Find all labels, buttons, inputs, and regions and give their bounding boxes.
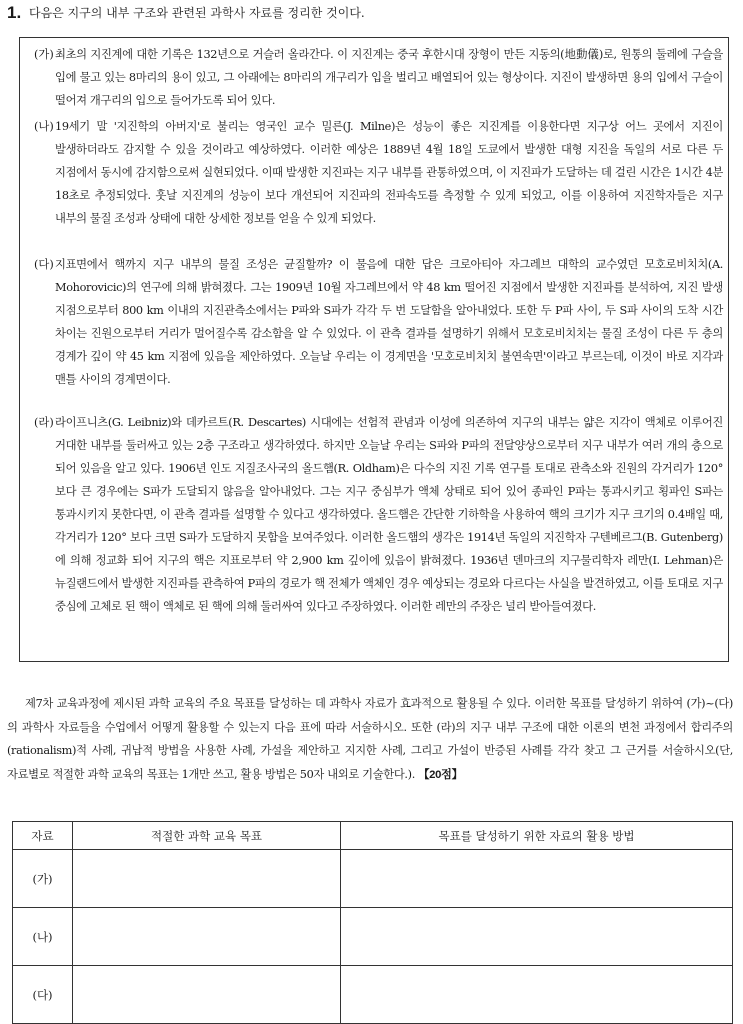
material-text: 라이프니츠(G. Leibniz)와 데카르트(R. Descartes) 시대에는 선험적 관념과 이성에 의존하여 지구의 내부는 얇은 지각이 액체로 이루어진 거대한 내부를 둘러싸고 있는 2층 구조라고 생각하였다. 하지만 오늘날 우리는 S파와 P파의 전달양상으로부터 지구 내부가 여러 개의 층으로 되어 있음을 알고 있다. 1906년 인도 지질조사국의 올드햄(R. Oldham)은 다수의 지진 기록 연구를 토대로 관측소와 진원의 각거리가 120°보다 큰 경우에는 S파가 도달되지 않음을 알아내었다. 그는 지구 중심부가 액체 상태로 되어 있어 종파인 P파는 통과시키고 횡파인 S파는 통과시키지 못한다면, 이 관측 결과를 설명할 수 있다고 생각하였다. 올드햄은 간단한 기하학을 사용하여 핵의 크기가 지구 크기의 0.4배일 때, 각거리가 120° 보다 크면 S파가 도달하지 못함을 보여주었다. 이러한 올드햄의 생각은 1914년 독일의 지진학자 구텐베르그(B. Gutenberg)에 의해 정교화 되어 지구의 핵은 지표로부터 약 2,900 km 깊이에 있음이 밝혀졌다. 1936년 덴마크의 지구물리학자 레만(I. Lehman)은 뉴질랜드에서 발생한 지진파를 관측하여 P파의 경로가 핵 전체가 액체인 경우 예상되는 경로와 다르다는 사실을 발견하였고, 이를 토대로 지구 중심에 고체로 된 핵이 액체로 된 핵에 의해 둘러싸여 있다고 주장하였다. 이러한 레만의 주장은 널리 받아들여졌다. — [55, 416, 723, 613]
question-header — [7, 2, 737, 26]
instruction-paragraph — [7, 692, 733, 787]
question-number: 1. — [7, 3, 22, 22]
instruction-text: 제7차 교육과정에 제시된 과학 교육의 주요 목표를 달성하는 데 과학사 자료가 효과적으로 활용될 수 있다. 이러한 목표를 달성하기 위하여 (가)~(다)의 과학사 자료들을 수업에서 어떻게 활용할 수 있는지 다음 표에 따라 서술하시오. 또한 (라)의 지구 내부 구조에 대한 이론의 변천 과정에서 합리주의(rationalism)적 사례, 귀납적 방법을 사용한 사례, 가설을 제안하고 지지한 사례, 그리고 가설이 반증된 사례를 각각 찾고 그 근거를 서술하시오(단, 자료별로 적절한 과학 교육의 목표는 1개만 쓰고, 활용 방법은 50자 내외로 기술한다.). — [7, 697, 733, 781]
material-text: 최초의 지진계에 대한 기록은 132년으로 거슬러 올라간다. 이 지진계는 중국 후한시대 장형이 만든 지동의(地動儀)로, 원통의 둘레에 구슬을 입에 물고 있는 8마리의 용이 있고, 그 아래에는 8마리의 개구리가 입을 벌리고 배열되어 있는 형상이다. 지진이 발생하면 용의 입에서 구슬이 떨어져 개구리의 입으로 들어가도록 되어 있다. — [55, 48, 723, 107]
row-label: (나) — [13, 908, 73, 966]
answer-table — [12, 821, 733, 1024]
method-answer-cell[interactable] — [341, 908, 733, 966]
materials-box — [19, 37, 729, 662]
table-row — [13, 966, 733, 1024]
material-text: 지표면에서 핵까지 지구 내부의 물질 조성은 균질할까? 이 물음에 대한 답은 크로아티아 자그레브 대학의 교수였던 모호로비치치(A. Mohorovicic)의 연구에 의해 밝혀졌다. 그는 1909년 10월 자그레브에서 약 48 km 떨어진 지점에서 발생한 지진파를 분석하여, 지진 발생 지점으로부터 800 km 이내의 지진관측소에서는 P파와 S파가 각각 두 번 도달함을 알아내었다. 또한 두 P파 사이, 두 S파 사이의 도착 시간 차이는 진원으로부터 거리가 멀어질수록 감소함을 알 수 있었다. 이 관측 결과를 설명하기 위해서 모호로비치치는 물질 조성이 다른 두 층의 경계가 깊이 약 45 km 지점에 있음을 제안하였다. 오늘날 우리는 이 경계면을 '모호로비치치 불연속면'이라고 부르는데, 이것이 바로 지각과 맨틀 사이의 경계면이다. — [55, 258, 723, 386]
header-material: 자료 — [13, 822, 73, 850]
material-label: (다) — [34, 258, 54, 271]
material-text: 19세기 말 '지진학의 아버지'로 불리는 영국인 교수 밀른(J. Milne)은 성능이 좋은 지진계를 이용한다면 지구상 어느 곳에서 지진이 발생하더라도 감지할 수 있을 것이라고 예상하였다. 이러한 예상은 1889년 4월 18일 도쿄에서 발생한 대형 지진을 독일의 서로 다른 두 지점에서 동시에 감지함으로써 실현되었다. 이때 발생한 지진파는 지구 내부를 관통하였으며, 이 지진파가 도달하는 데 걸린 시간은 1시간 4분 18초로 추정되었다. 훗날 지진계의 성능이 보다 개선되어 지진파의 전파속도를 측정할 수 있게 되었고, 이를 이용하여 지진학자들은 지구 내부의 물질 조성과 상태에 대한 상세한 정보를 얻을 수 있게 되었다. — [55, 120, 723, 225]
question-prompt: 다음은 지구의 내부 구조와 관련된 과학사 자료를 정리한 것이다. — [29, 6, 365, 20]
table-header-row — [13, 822, 733, 850]
goal-answer-cell[interactable] — [73, 966, 341, 1024]
goal-answer-cell[interactable] — [73, 908, 341, 966]
points-label: 【20점】 — [418, 768, 463, 781]
header-goal: 적절한 과학 교육 목표 — [73, 822, 341, 850]
header-method: 목표를 달성하기 위한 자료의 활용 방법 — [341, 822, 733, 850]
material-label: (라) — [34, 416, 54, 429]
table-row — [13, 850, 733, 908]
row-label: (가) — [13, 850, 73, 908]
table-row — [13, 908, 733, 966]
goal-answer-cell[interactable] — [73, 850, 341, 908]
material-label: (가) — [34, 48, 54, 61]
method-answer-cell[interactable] — [341, 850, 733, 908]
material-label: (나) — [34, 120, 54, 133]
method-answer-cell[interactable] — [341, 966, 733, 1024]
row-label: (다) — [13, 966, 73, 1024]
